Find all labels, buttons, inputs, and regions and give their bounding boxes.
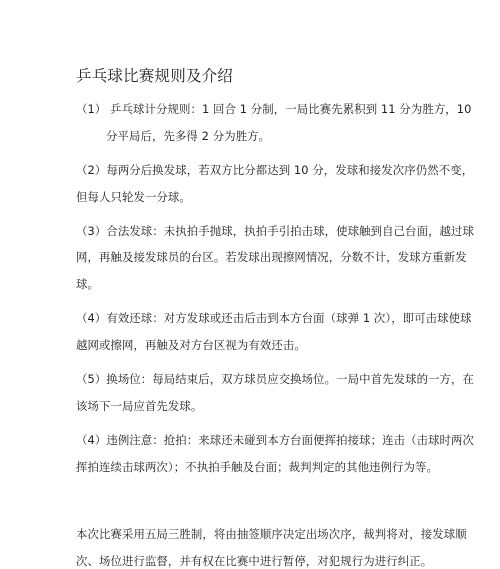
rule-3-line-1: （3）合法发球：未执拍手抛球，执拍手引拍击球，使球触到自己台面，越过球 <box>76 224 475 238</box>
summary-line-1: 本次比赛采用五局三胜制，将由抽签顺序决定出场次序，裁判将对，接发球顺 <box>76 527 467 541</box>
summary-line-2: 次、场位进行监督，并有权在比赛中进行暂停，对犯规行为进行纠正。 <box>76 554 433 568</box>
rule-1-line-2: 分平局后，先多得 2 分为胜方。 <box>106 129 271 143</box>
rule-6-line-1: （4）违例注意：抢拍：来球还未碰到本方台面便挥拍接球；连击（击球时两次 <box>76 433 475 447</box>
rule-2-line-1: （2）每两分后换发球，若双方比分都达到 10 分，发球和接发次序仍然不变， <box>76 163 474 177</box>
rule-5-line-1: （5）换场位：每局结束后，双方球员应交换场位。一局中首先发球的一方，在 <box>76 372 475 386</box>
doc-title: 乒乓球比赛规则及介绍 <box>76 67 234 85</box>
rule-1-line-1: （1） 乒乓球计分规则：1 回合 1 分制，一局比赛先累积到 11 分为胜方，10 <box>76 102 472 116</box>
rule-4-line-2: 越网或擦网，再触及对方台区视为有效还击。 <box>76 338 306 352</box>
rule-6-line-2: 挥拍连续击球两次）；不执拍手触及台面；裁判判定的其他违例行为等。 <box>76 460 439 474</box>
rule-3-line-2: 网，再触及接发球员的台区。若发球出现擦网情况，分数不计，发球方重新发 <box>76 250 467 264</box>
rule-2-line-2: 但每人只轮发一分球。 <box>76 190 191 204</box>
rule-5-line-2: 该场下一局应首先发球。 <box>76 399 203 413</box>
rule-4-line-1: （4）有效还球：对方发球或还击后击到本方台面（球弹 1 次），即可击球使球 <box>76 311 472 325</box>
rule-3-line-3: 球。 <box>76 277 99 291</box>
